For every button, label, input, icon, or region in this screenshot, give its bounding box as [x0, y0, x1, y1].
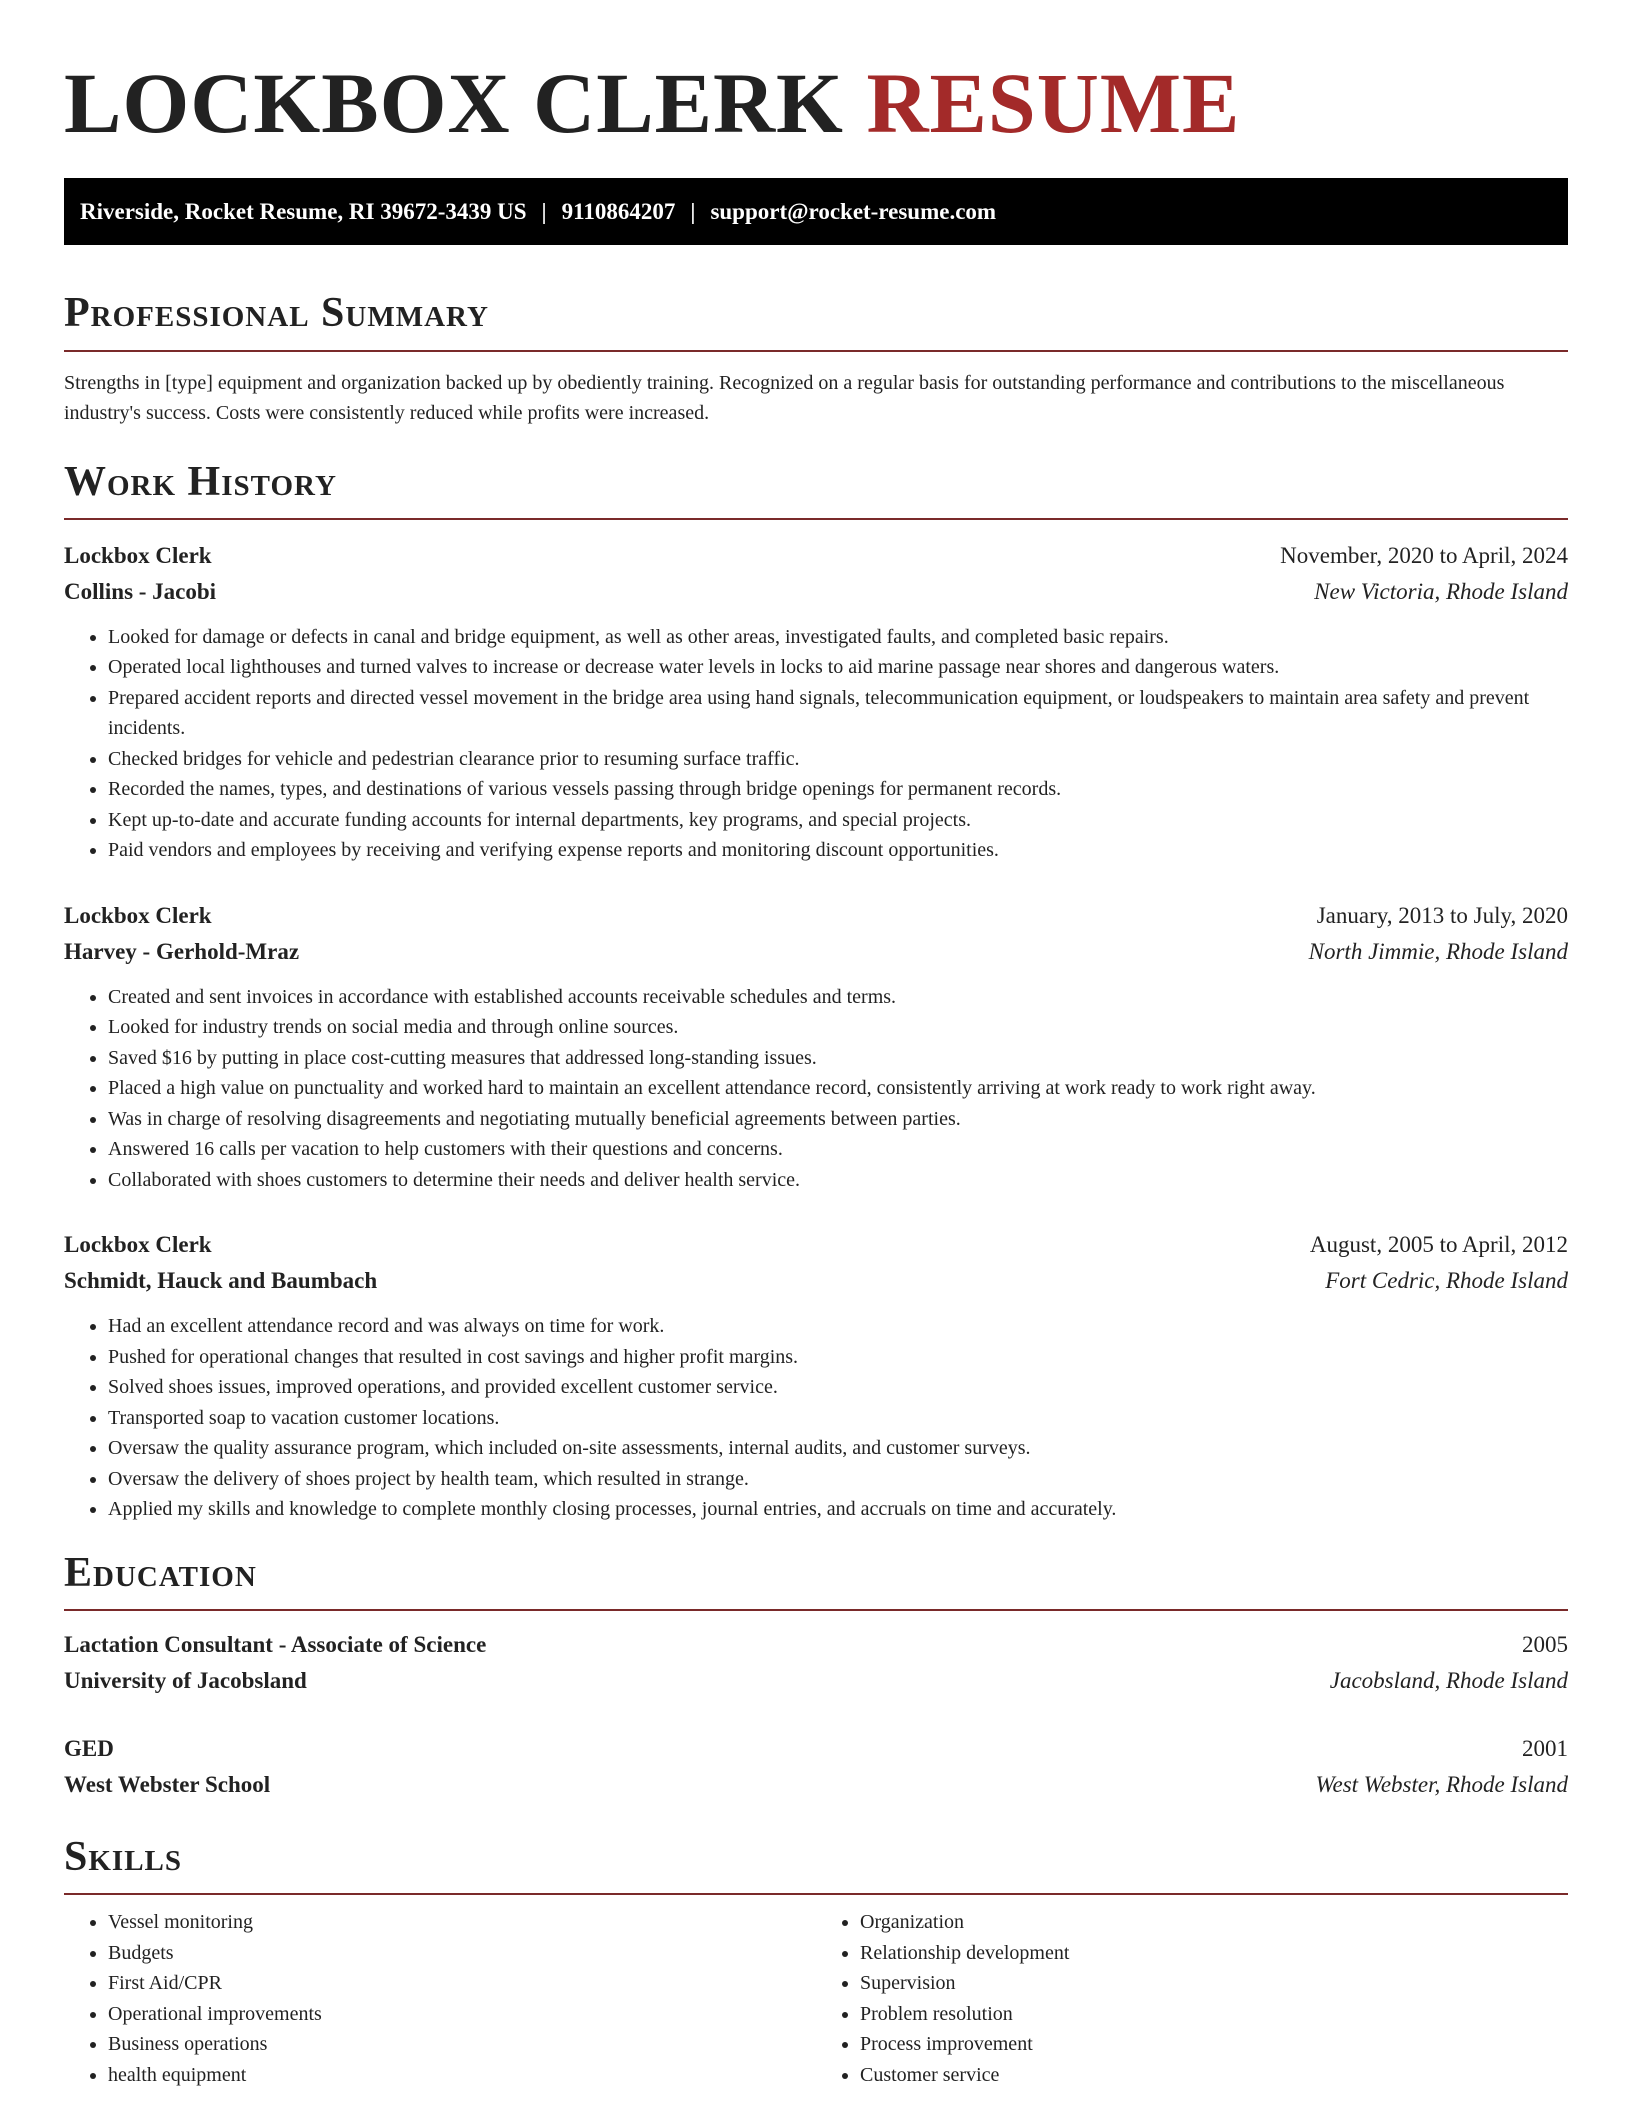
contact-separator: | [690, 198, 696, 224]
list-item: • Vessel monitoring [108, 1907, 816, 1938]
education-degree: Lactation Consultant - Associate of Science [64, 1632, 487, 1658]
resume-page [64, 0, 1568, 2090]
education-entry [64, 1627, 1568, 1699]
job-bullets [64, 982, 1568, 1196]
list-item: • Created and sent invoices in accordance with established accounts receivable schedules and terms. [108, 982, 1568, 1013]
job-title: Lockbox Clerk [64, 542, 212, 568]
list-item: • First Aid/CPR [108, 1968, 816, 1999]
list-item: • Looked for industry trends on social media and through online sources. [108, 1012, 1568, 1043]
job-company: Collins - Jacobi [64, 578, 217, 604]
list-item: • Customer service [860, 2060, 1568, 2091]
job-location: Fort Cedric, Rhode Island [1325, 1268, 1568, 1294]
list-item: • Pushed for operational changes that resulted in cost savings and higher profit margins. [108, 1342, 1568, 1373]
skills-list [64, 1907, 1568, 2090]
contact-phone: 9110864207 [561, 198, 676, 224]
education-school: University of Jacobsland [64, 1668, 307, 1694]
job-entry [64, 538, 1568, 866]
list-item: • Oversaw the quality assurance program, which included on-site assessments, internal audits, and customer surveys. [108, 1433, 1568, 1464]
education-entry [64, 1731, 1568, 1803]
contact-address: Riverside, Rocket Resume, RI 39672-3439 US [80, 198, 527, 224]
section-heading-skills: Skills [64, 1834, 183, 1881]
list-item: • Collaborated with shoes customers to determine their needs and deliver health service. [108, 1165, 1568, 1196]
list-item: • Applied my skills and knowledge to complete monthly closing processes, journal entries, and accruals on time and accurately. [108, 1494, 1568, 1525]
list-item: • Recorded the names, types, and destinations of various vessels passing through bridge openings for permanent records. [108, 774, 1568, 805]
job-bullets [64, 622, 1568, 866]
list-item: • Relationship development [860, 1938, 1568, 1969]
list-item: • Business operations [108, 2029, 816, 2060]
education-school: West Webster School [64, 1772, 271, 1798]
list-item: • Oversaw the delivery of shoes project by health team, which resulted in strange. [108, 1464, 1568, 1495]
section-divider [64, 518, 1568, 520]
section-divider [64, 1893, 1568, 1895]
education-location: Jacobsland, Rhode Island [1329, 1668, 1568, 1694]
section-divider [64, 350, 1568, 352]
list-item: • Had an excellent attendance record and was always on time for work. [108, 1311, 1568, 1342]
list-item: • Organization [860, 1907, 1568, 1938]
list-item: • Saved $16 by putting in place cost-cutting measures that addressed long-standing issues. [108, 1043, 1568, 1074]
list-item: • Kept up-to-date and accurate funding accounts for internal departments, key programs, and special projects. [108, 805, 1568, 836]
job-bullets [64, 1311, 1568, 1525]
list-item: • Prepared accident reports and directed vessel movement in the bridge area using hand signals, telecommunication equipment, or loudspeakers to maintain area safety and prevent incidents. [108, 683, 1568, 744]
education-year: 2001 [1522, 1736, 1568, 1762]
list-item: • health equipment [108, 2060, 816, 2091]
education-location: West Webster, Rhode Island [1315, 1772, 1568, 1798]
job-title: Lockbox Clerk [64, 1232, 212, 1258]
list-item: • Operational improvements [108, 1999, 816, 2030]
title-accent: RESUME [866, 55, 1241, 151]
job-location: New Victoria, Rhode Island [1314, 578, 1568, 604]
list-item: • Problem resolution [860, 1999, 1568, 2030]
list-item: • Checked bridges for vehicle and pedestrian clearance prior to resuming surface traffic. [108, 744, 1568, 775]
contact-separator: | [541, 198, 547, 224]
education-degree: GED [64, 1736, 114, 1762]
job-company: Harvey - Gerhold-Mraz [64, 938, 300, 964]
job-entry [64, 1227, 1568, 1525]
job-title: Lockbox Clerk [64, 902, 212, 928]
skills-column-left [64, 1907, 816, 2090]
work-history-section [64, 458, 1568, 1525]
job-dates: November, 2020 to April, 2024 [1280, 542, 1568, 568]
summary-text: Strengths in [type] equipment and organization backed up by obediently training. Recognized on a regular basis for outstanding performance and contributions to the miscellaneous industry's success. Costs were consistently reduced while profits were increased. [64, 371, 1505, 424]
section-divider [64, 1609, 1568, 1611]
list-item: • Placed a high value on punctuality and worked hard to maintain an excellent attendance record, consistently arriving at work ready to work right away. [108, 1073, 1568, 1104]
education-section [64, 1549, 1568, 1803]
list-item: • Operated local lighthouses and turned valves to increase or decrease water levels in locks to aid marine passage near shores and dangerous waters. [108, 652, 1568, 683]
job-dates: January, 2013 to July, 2020 [1316, 902, 1568, 928]
resume-title [64, 55, 1568, 151]
job-dates: August, 2005 to April, 2012 [1309, 1232, 1568, 1258]
job-entry [64, 898, 1568, 1196]
contact-email: support@rocket-resume.com [710, 198, 997, 224]
list-item: • Answered 16 calls per vacation to help customers with their questions and concerns. [108, 1134, 1568, 1165]
list-item: • Was in charge of resolving disagreements and negotiating mutually beneficial agreements between parties. [108, 1104, 1568, 1135]
list-item: • Looked for damage or defects in canal and bridge equipment, as well as other areas, investigated faults, and completed basic repairs. [108, 622, 1568, 653]
list-item: • Transported soap to vacation customer locations. [108, 1403, 1568, 1434]
title-main: LOCKBOX CLERK [64, 55, 844, 151]
list-item: • Paid vendors and employees by receiving and verifying expense reports and monitoring discount opportunities. [108, 835, 1568, 866]
section-heading-work-history: Work History [64, 458, 337, 505]
contact-bar [64, 178, 1568, 245]
list-item: • Solved shoes issues, improved operations, and provided excellent customer service. [108, 1372, 1568, 1403]
job-location: North Jimmie, Rhode Island [1308, 938, 1568, 964]
section-heading-education: Education [64, 1549, 257, 1596]
list-item: • Supervision [860, 1968, 1568, 1999]
skills-column-right [816, 1907, 1568, 2090]
job-company: Schmidt, Hauck and Baumbach [64, 1268, 378, 1294]
list-item: • Budgets [108, 1938, 816, 1969]
education-year: 2005 [1522, 1632, 1568, 1658]
list-item: • Process improvement [860, 2029, 1568, 2060]
skills-section [64, 1833, 1568, 2090]
summary-section [64, 289, 1568, 427]
section-heading-summary: Professional Summary [64, 290, 489, 337]
